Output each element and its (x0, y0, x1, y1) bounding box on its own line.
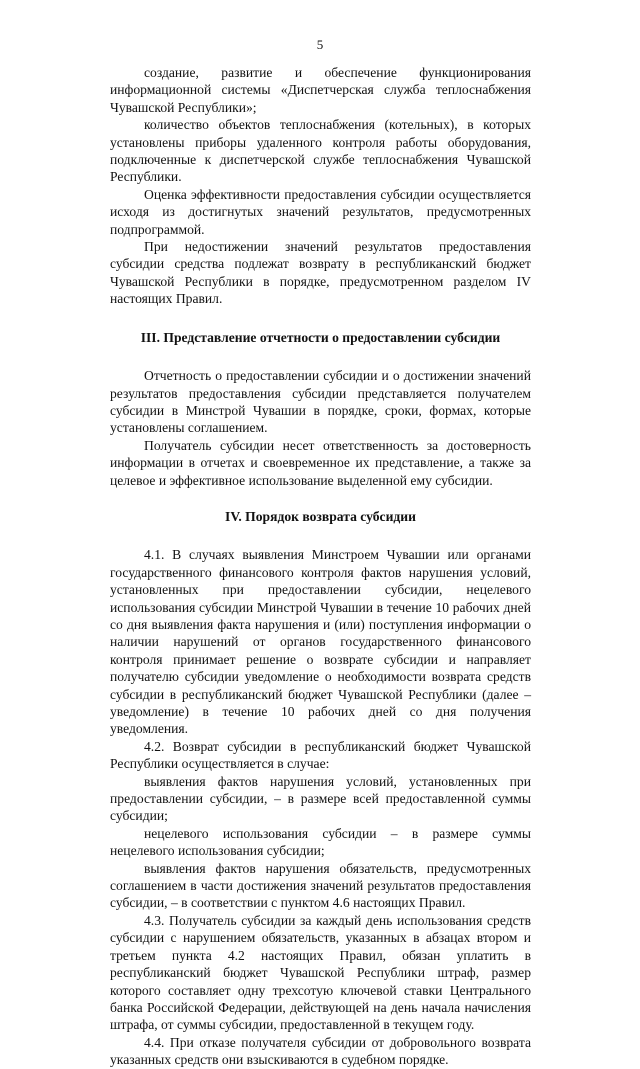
paragraph: Получатель субсидии несет ответственность за достоверность информации в отчетах и своевременное их представление, а также за целевое и эффективное использование выделенной ему субсидии. (110, 437, 531, 488)
paragraph: 4.1. В случаях выявления Минстроем Чувашии или органами государственного финансового контроля фактов нарушения условий, установленных при предоставлении субсидии, нецелевого использования субсидии Минстрой Чувашии в течение 10 рабочих дней со дня выявления факта нарушения и (или) поступления информации о наличии нарушений от органов государственного финансового контроля принимает решение о возврате субсидии и направляет получателю субсидии уведомление о необходимости возврата средств субсидии в республиканский бюджет Чувашской Республики (далее – уведомление) в течение 10 рабочих дней со дня получения уведомления. (110, 547, 531, 737)
paragraph: выявления фактов нарушения условий, установленных при предоставлении субсидии, – в размере всей предоставленной суммы субсидии; (110, 773, 531, 824)
paragraph: 4.2. Возврат субсидии в республиканский бюджет Чувашской Республики осуществляется в случае: (110, 738, 531, 772)
paragraph: количество объектов теплоснабжения (котельных), в которых установлены приборы удаленного контроля работы оборудования, подключенные к диспетчерской службе теплоснабжения Чувашской Республики. (110, 117, 531, 185)
paragraph: выявления фактов нарушения обязательств, предусмотренных соглашением в части достижения значений результатов предоставления субсидии, – в соответствии с пунктом 4.6 настоящих Правил. (110, 860, 531, 911)
section-heading-reporting: III. Представление отчетности о предоставлении субсидии (140, 329, 501, 345)
paragraph: 4.3. Получатель субсидии за каждый день использования средств субсидии с нарушением обязательств, указанных в абзацах втором и третьем пункта 4.2 настоящих Правил, обязан уплатить в республиканский бюджет Чувашской Республики штраф, размер которого составляет одну трехсотую ключевой ставки Центрального банка Российской Федерации, действующей на день начала начисления штрафа, от суммы субсидии, предоставленной в текущем году. (110, 912, 531, 1033)
paragraph: 4.4. При отказе получателя субсидии от добровольного возврата указанных средств они взыскиваются в судебном порядке. (110, 1034, 531, 1068)
document-body (110, 64, 531, 1069)
paragraph: создание, развитие и обеспечение функционирования информационной системы «Диспетчерская служба теплоснабжения Чувашской Республики»; (110, 65, 531, 115)
paragraph: Отчетность о предоставлении субсидии и о достижении значений результатов предоставления субсидии представляется получателем субсидии в Минстрой Чувашии в порядке, сроки, формах, которые установлены соглашением. (110, 368, 531, 436)
paragraph: Оценка эффективности предоставления субсидии осуществляется исходя из достигнутых значений результатов, предусмотренных подпрограммой. (110, 186, 531, 237)
section-heading-return: IV. Порядок возврата субсидии (225, 508, 416, 524)
paragraph: При недостижении значений результатов предоставления субсидии средства подлежат возврату в республиканский бюджет Чувашской Республики в порядке, предусмотренном разделом IV настоящих Правил. (110, 239, 531, 307)
paragraph: нецелевого использования субсидии – в размере суммы нецелевого использования субсидии; (110, 825, 531, 859)
page-number: 5 (316, 37, 324, 52)
